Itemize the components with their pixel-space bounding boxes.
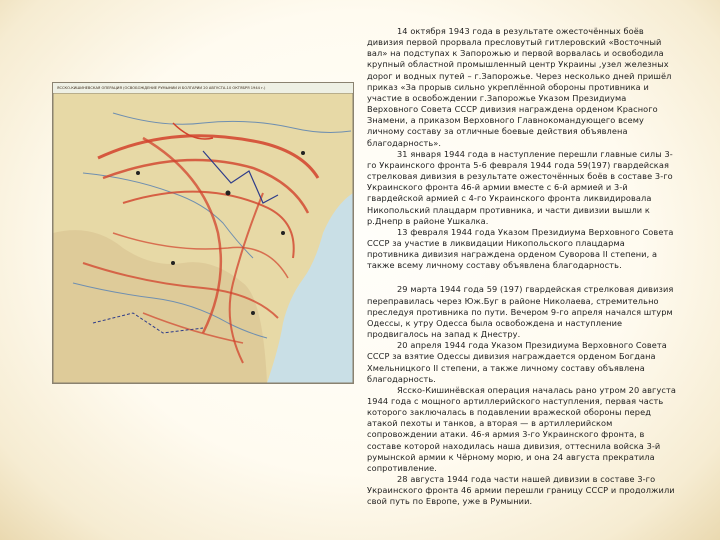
paragraph: 29 марта 1944 года 59 (197) гвардейская стрелковая дивизия переправилась через Юж.Буг в районе Николаева, стремительно преследуя противника по пути. Вечером 9-го апреля начался штурм Одессы, к утру Одесса была освобождена и наступление продвигалось на запад к Днестру.: [367, 284, 674, 340]
paragraph: 28 августа 1944 года части нашей дивизии в составе 3-го Украинского фронта 46 армии перешли границу СССР и продолжили свой путь по Европе, уже в Румынии.: [367, 474, 675, 507]
historical-map: [52, 82, 354, 384]
map-title: ЯССКО-КИШИНЕВСКАЯ ОПЕРАЦИЯ (ОСВОБОЖДЕНИЕ РУМЫНИИ И БОЛГАРИИ 20 АВГУСТА-10 ОКТЯБРЯ 1944 г.): [53, 83, 353, 93]
paragraph: 31 января 1944 года в наступление перешли главные силы 3-го Украинского фронта 5-6 февраля 1944 года 59(197) гвардейская стрелковая дивизия в результате ожесточённых боёв в составе 3-го Украинского фронта 46-й армии вместе с 6-й армией и 3-й гвардейской армией с 4-го Украинского фронта ликвидировала Никопольский плацдарм противника, и части дивизии вышли к р.Днепр в районе Ушкалка.: [367, 148, 673, 226]
paragraph: 14 октября 1943 года в результате ожесточённых боёв дивизия первой прорвала пресловутый гитлеровский «Восточный вал» на подступах к Запорожью и первой ворвалась и освободила крупный областной промышленный центр Украины ,узел железных дорог и водных путей – г.Запорожье. Через несколько дней пришёл приказ «За прорыв сильно укреплённой обороны противника и участие в освобождении г.Запорожье Указом Президиума Верховного Совета СССР дивизия награждена орденом Красного Знамени, а приказом Верховного Главнокомандующего всему личному составу за отличные боевые действия объявлена благодарность».: [367, 26, 672, 148]
paragraph: 13 февраля 1944 года Указом Президиума Верховного Совета СССР за участие в ликвидации Никопольского плацдарма противника дивизия награждена орденом Суворова II степени, а также всему личному составу объявлена благодарность.: [367, 226, 674, 271]
map-drawing: [53, 83, 353, 383]
paragraph: Ясско-Кишинёвская операция началась рано утром 20 августа 1944 года с мощного артиллерийского наступления, первая часть которого заключалась в подавлении вражеской обороны перед атакой пехоты и танков, а вторая — в артиллерийском сопровождении атаки. 46-я армия 3-го Украинского фронта, в составе которой находилась наша дивизия, оттеснила войска 3-й румынской армии к Чёрному морю, и она 24 августа прекратила сопротивление.: [367, 384, 676, 473]
paragraph: 20 апреля 1944 года Указом Президиума Верховного Совета СССР за взятие Одессы дивизия награждается орденом Богдана Хмельницкого II степени, а также личному составу объявлена благодарность.: [367, 340, 667, 384]
text-column: [367, 26, 679, 508]
